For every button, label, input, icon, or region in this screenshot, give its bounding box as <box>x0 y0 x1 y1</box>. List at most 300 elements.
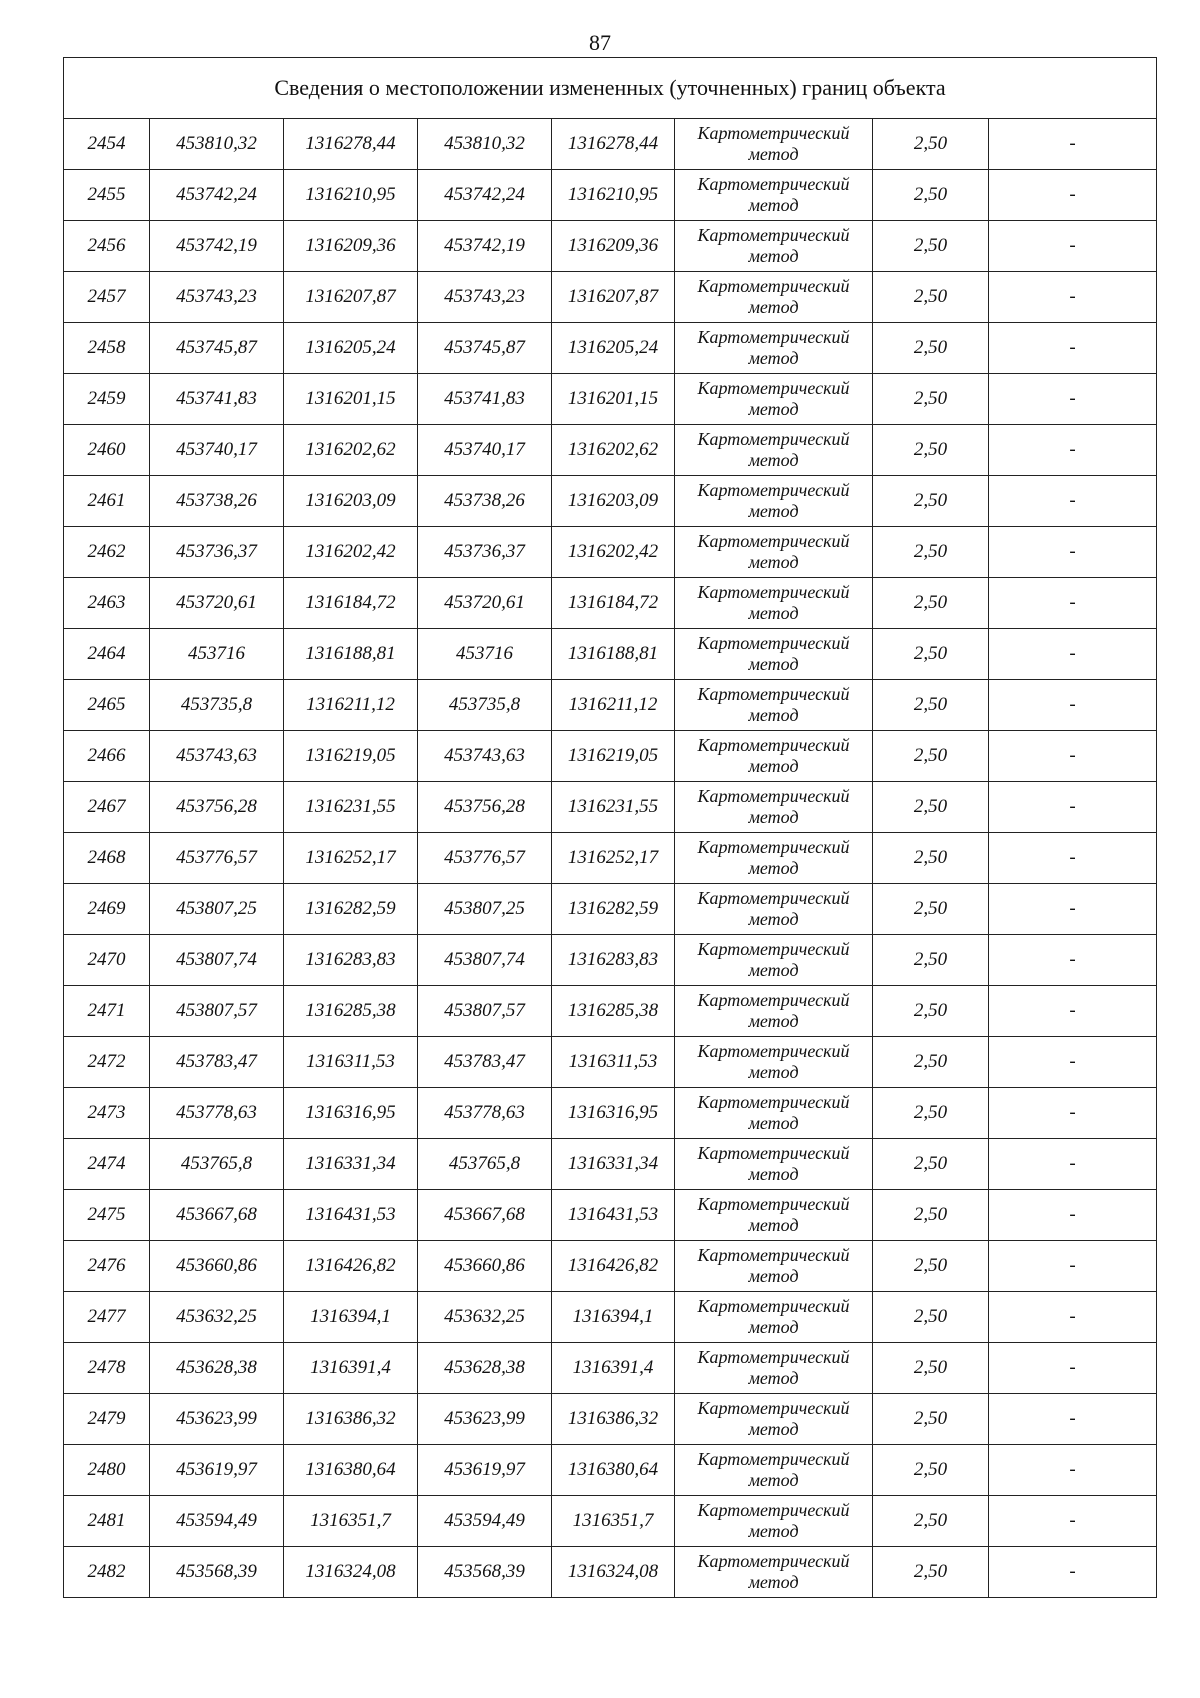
description-cell: - <box>989 1547 1157 1598</box>
table-row <box>64 1088 1157 1139</box>
method-line-2: метод <box>748 1368 799 1388</box>
y-new-cell: 1316205,24 <box>552 323 675 374</box>
x-existing-cell: 453628,38 <box>150 1343 284 1394</box>
method-line-2: метод <box>748 195 799 215</box>
y-existing-cell: 1316278,44 <box>284 119 418 170</box>
method-line-1: Картометрический <box>697 939 850 959</box>
y-new-cell: 1316311,53 <box>552 1037 675 1088</box>
method-cell <box>675 782 873 833</box>
y-existing-cell: 1316285,38 <box>284 986 418 1037</box>
point-number-cell: 2471 <box>64 986 150 1037</box>
y-existing-cell: 1316188,81 <box>284 629 418 680</box>
precision-cell: 2,50 <box>873 527 989 578</box>
x-new-cell: 453807,25 <box>418 884 552 935</box>
precision-cell: 2,50 <box>873 425 989 476</box>
x-existing-cell: 453735,8 <box>150 680 284 731</box>
method-cell <box>675 680 873 731</box>
precision-cell: 2,50 <box>873 1241 989 1292</box>
point-number-cell: 2470 <box>64 935 150 986</box>
point-number-cell: 2472 <box>64 1037 150 1088</box>
point-number-cell: 2480 <box>64 1445 150 1496</box>
method-line-1: Картометрический <box>697 225 850 245</box>
method-cell <box>675 986 873 1037</box>
method-line-1: Картометрический <box>697 888 850 908</box>
method-line-2: метод <box>748 603 799 623</box>
method-cell <box>675 1496 873 1547</box>
point-number-cell: 2465 <box>64 680 150 731</box>
y-existing-cell: 1316201,15 <box>284 374 418 425</box>
method-cell <box>675 629 873 680</box>
y-existing-cell: 1316311,53 <box>284 1037 418 1088</box>
x-existing-cell: 453660,86 <box>150 1241 284 1292</box>
y-existing-cell: 1316380,64 <box>284 1445 418 1496</box>
y-new-cell: 1316386,32 <box>552 1394 675 1445</box>
method-line-1: Картометрический <box>697 1041 850 1061</box>
method-cell <box>675 374 873 425</box>
y-new-cell: 1316278,44 <box>552 119 675 170</box>
y-existing-cell: 1316205,24 <box>284 323 418 374</box>
description-cell: - <box>989 680 1157 731</box>
y-existing-cell: 1316324,08 <box>284 1547 418 1598</box>
method-line-1: Картометрический <box>697 1551 850 1571</box>
method-cell <box>675 1292 873 1343</box>
point-number-cell: 2455 <box>64 170 150 221</box>
precision-cell: 2,50 <box>873 1088 989 1139</box>
x-new-cell: 453735,8 <box>418 680 552 731</box>
method-cell <box>675 1547 873 1598</box>
method-cell <box>675 119 873 170</box>
x-new-cell: 453736,37 <box>418 527 552 578</box>
description-cell: - <box>989 731 1157 782</box>
method-line-2: метод <box>748 348 799 368</box>
point-number-cell: 2466 <box>64 731 150 782</box>
method-line-2: метод <box>748 1113 799 1133</box>
precision-cell: 2,50 <box>873 1292 989 1343</box>
precision-cell: 2,50 <box>873 272 989 323</box>
point-number-cell: 2468 <box>64 833 150 884</box>
x-existing-cell: 453745,87 <box>150 323 284 374</box>
method-line-1: Картометрический <box>697 786 850 806</box>
y-new-cell: 1316219,05 <box>552 731 675 782</box>
method-line-2: метод <box>748 1317 799 1337</box>
precision-cell: 2,50 <box>873 1343 989 1394</box>
x-new-cell: 453810,32 <box>418 119 552 170</box>
method-line-1: Картометрический <box>697 1449 850 1469</box>
page-number: 87 <box>589 30 611 55</box>
table-row <box>64 527 1157 578</box>
description-cell: - <box>989 782 1157 833</box>
table-row <box>64 986 1157 1037</box>
x-new-cell: 453740,17 <box>418 425 552 476</box>
method-line-1: Картометрический <box>697 837 850 857</box>
precision-cell: 2,50 <box>873 476 989 527</box>
method-line-2: метод <box>748 807 799 827</box>
method-cell <box>675 272 873 323</box>
precision-cell: 2,50 <box>873 833 989 884</box>
x-new-cell: 453765,8 <box>418 1139 552 1190</box>
y-new-cell: 1316316,95 <box>552 1088 675 1139</box>
point-number-cell: 2478 <box>64 1343 150 1394</box>
table-row <box>64 1241 1157 1292</box>
x-new-cell: 453628,38 <box>418 1343 552 1394</box>
point-number-cell: 2467 <box>64 782 150 833</box>
method-cell <box>675 527 873 578</box>
table-row <box>64 1139 1157 1190</box>
x-new-cell: 453632,25 <box>418 1292 552 1343</box>
boundary-coordinates-table <box>63 57 1157 1598</box>
y-new-cell: 1316210,95 <box>552 170 675 221</box>
description-cell: - <box>989 935 1157 986</box>
x-new-cell: 453741,83 <box>418 374 552 425</box>
table-row <box>64 1445 1157 1496</box>
x-new-cell: 453594,49 <box>418 1496 552 1547</box>
method-line-2: метод <box>748 1011 799 1031</box>
x-existing-cell: 453807,57 <box>150 986 284 1037</box>
x-existing-cell: 453741,83 <box>150 374 284 425</box>
method-line-1: Картометрический <box>697 1092 850 1112</box>
method-cell <box>675 935 873 986</box>
y-existing-cell: 1316386,32 <box>284 1394 418 1445</box>
x-existing-cell: 453740,17 <box>150 425 284 476</box>
description-cell: - <box>989 986 1157 1037</box>
x-new-cell: 453738,26 <box>418 476 552 527</box>
y-existing-cell: 1316282,59 <box>284 884 418 935</box>
method-line-1: Картометрический <box>697 1296 850 1316</box>
precision-cell: 2,50 <box>873 680 989 731</box>
method-line-2: метод <box>748 1164 799 1184</box>
precision-cell: 2,50 <box>873 731 989 782</box>
x-existing-cell: 453776,57 <box>150 833 284 884</box>
y-existing-cell: 1316202,62 <box>284 425 418 476</box>
method-line-2: метод <box>748 501 799 521</box>
method-line-1: Картометрический <box>697 480 850 500</box>
method-line-2: метод <box>748 1062 799 1082</box>
x-new-cell: 453743,23 <box>418 272 552 323</box>
method-line-2: метод <box>748 450 799 470</box>
y-existing-cell: 1316316,95 <box>284 1088 418 1139</box>
precision-cell: 2,50 <box>873 1547 989 1598</box>
y-existing-cell: 1316219,05 <box>284 731 418 782</box>
method-line-2: метод <box>748 1266 799 1286</box>
method-line-2: метод <box>748 654 799 674</box>
point-number-cell: 2479 <box>64 1394 150 1445</box>
table-row <box>64 782 1157 833</box>
table-row <box>64 425 1157 476</box>
x-new-cell: 453660,86 <box>418 1241 552 1292</box>
x-existing-cell: 453742,24 <box>150 170 284 221</box>
y-new-cell: 1316209,36 <box>552 221 675 272</box>
description-cell: - <box>989 527 1157 578</box>
x-existing-cell: 453736,37 <box>150 527 284 578</box>
y-existing-cell: 1316210,95 <box>284 170 418 221</box>
x-existing-cell: 453667,68 <box>150 1190 284 1241</box>
method-cell <box>675 476 873 527</box>
y-new-cell: 1316394,1 <box>552 1292 675 1343</box>
x-existing-cell: 453743,23 <box>150 272 284 323</box>
x-new-cell: 453568,39 <box>418 1547 552 1598</box>
point-number-cell: 2458 <box>64 323 150 374</box>
x-new-cell: 453720,61 <box>418 578 552 629</box>
point-number-cell: 2460 <box>64 425 150 476</box>
method-line-1: Картометрический <box>697 378 850 398</box>
table-row <box>64 884 1157 935</box>
x-existing-cell: 453807,74 <box>150 935 284 986</box>
x-existing-cell: 453716 <box>150 629 284 680</box>
method-line-2: метод <box>748 297 799 317</box>
method-line-1: Картометрический <box>697 276 850 296</box>
method-cell <box>675 1037 873 1088</box>
table-row <box>64 221 1157 272</box>
method-cell <box>675 1088 873 1139</box>
x-existing-cell: 453783,47 <box>150 1037 284 1088</box>
method-cell <box>675 221 873 272</box>
description-cell: - <box>989 272 1157 323</box>
precision-cell: 2,50 <box>873 986 989 1037</box>
method-line-2: метод <box>748 858 799 878</box>
description-cell: - <box>989 221 1157 272</box>
description-cell: - <box>989 884 1157 935</box>
method-line-1: Картометрический <box>697 1347 850 1367</box>
description-cell: - <box>989 833 1157 884</box>
point-number-cell: 2457 <box>64 272 150 323</box>
method-line-2: метод <box>748 399 799 419</box>
point-number-cell: 2456 <box>64 221 150 272</box>
y-new-cell: 1316324,08 <box>552 1547 675 1598</box>
description-cell: - <box>989 629 1157 680</box>
y-existing-cell: 1316207,87 <box>284 272 418 323</box>
table-row <box>64 1547 1157 1598</box>
x-new-cell: 453776,57 <box>418 833 552 884</box>
y-new-cell: 1316231,55 <box>552 782 675 833</box>
method-cell <box>675 578 873 629</box>
description-cell: - <box>989 323 1157 374</box>
method-line-1: Картометрический <box>697 1398 850 1418</box>
table-row <box>64 1343 1157 1394</box>
table-row <box>64 374 1157 425</box>
method-line-2: метод <box>748 552 799 572</box>
y-new-cell: 1316282,59 <box>552 884 675 935</box>
x-existing-cell: 453738,26 <box>150 476 284 527</box>
y-existing-cell: 1316431,53 <box>284 1190 418 1241</box>
method-line-1: Картометрический <box>697 123 850 143</box>
x-new-cell: 453667,68 <box>418 1190 552 1241</box>
precision-cell: 2,50 <box>873 1139 989 1190</box>
method-line-2: метод <box>748 1521 799 1541</box>
x-existing-cell: 453632,25 <box>150 1292 284 1343</box>
method-line-2: метод <box>748 144 799 164</box>
y-existing-cell: 1316252,17 <box>284 833 418 884</box>
table-row <box>64 1292 1157 1343</box>
x-new-cell: 453716 <box>418 629 552 680</box>
table-row <box>64 272 1157 323</box>
description-cell: - <box>989 119 1157 170</box>
x-existing-cell: 453807,25 <box>150 884 284 935</box>
table-row <box>64 119 1157 170</box>
y-new-cell: 1316283,83 <box>552 935 675 986</box>
precision-cell: 2,50 <box>873 1445 989 1496</box>
y-existing-cell: 1316211,12 <box>284 680 418 731</box>
method-line-2: метод <box>748 246 799 266</box>
description-cell: - <box>989 170 1157 221</box>
description-cell: - <box>989 374 1157 425</box>
y-new-cell: 1316431,53 <box>552 1190 675 1241</box>
y-new-cell: 1316331,34 <box>552 1139 675 1190</box>
point-number-cell: 2459 <box>64 374 150 425</box>
table-row <box>64 731 1157 782</box>
y-existing-cell: 1316203,09 <box>284 476 418 527</box>
table-row <box>64 935 1157 986</box>
y-existing-cell: 1316231,55 <box>284 782 418 833</box>
description-cell: - <box>989 1343 1157 1394</box>
table-row <box>64 323 1157 374</box>
description-cell: - <box>989 1292 1157 1343</box>
table-row <box>64 578 1157 629</box>
method-line-1: Картометрический <box>697 633 850 653</box>
precision-cell: 2,50 <box>873 221 989 272</box>
x-existing-cell: 453778,63 <box>150 1088 284 1139</box>
x-new-cell: 453783,47 <box>418 1037 552 1088</box>
x-existing-cell: 453619,97 <box>150 1445 284 1496</box>
method-line-1: Картометрический <box>697 684 850 704</box>
y-existing-cell: 1316202,42 <box>284 527 418 578</box>
y-existing-cell: 1316391,4 <box>284 1343 418 1394</box>
x-existing-cell: 453810,32 <box>150 119 284 170</box>
description-cell: - <box>989 1445 1157 1496</box>
method-cell <box>675 170 873 221</box>
y-existing-cell: 1316394,1 <box>284 1292 418 1343</box>
description-cell: - <box>989 1190 1157 1241</box>
precision-cell: 2,50 <box>873 1496 989 1547</box>
x-new-cell: 453742,24 <box>418 170 552 221</box>
method-line-1: Картометрический <box>697 429 850 449</box>
table-row <box>64 1037 1157 1088</box>
y-new-cell: 1316203,09 <box>552 476 675 527</box>
precision-cell: 2,50 <box>873 119 989 170</box>
y-new-cell: 1316426,82 <box>552 1241 675 1292</box>
method-line-2: метод <box>748 756 799 776</box>
description-cell: - <box>989 1037 1157 1088</box>
table-row <box>64 1190 1157 1241</box>
precision-cell: 2,50 <box>873 782 989 833</box>
method-line-1: Картометрический <box>697 735 850 755</box>
table-title: Сведения о местоположении измененных (уточненных) границ объекта <box>64 58 1157 119</box>
precision-cell: 2,50 <box>873 374 989 425</box>
y-new-cell: 1316201,15 <box>552 374 675 425</box>
x-new-cell: 453619,97 <box>418 1445 552 1496</box>
point-number-cell: 2476 <box>64 1241 150 1292</box>
method-cell <box>675 425 873 476</box>
table-row <box>64 170 1157 221</box>
description-cell: - <box>989 1139 1157 1190</box>
method-line-1: Картометрический <box>697 1245 850 1265</box>
precision-cell: 2,50 <box>873 1037 989 1088</box>
y-existing-cell: 1316331,34 <box>284 1139 418 1190</box>
method-line-1: Картометрический <box>697 1500 850 1520</box>
x-existing-cell: 453742,19 <box>150 221 284 272</box>
method-cell <box>675 1139 873 1190</box>
table-title-row <box>64 58 1157 119</box>
y-new-cell: 1316202,42 <box>552 527 675 578</box>
x-new-cell: 453623,99 <box>418 1394 552 1445</box>
y-new-cell: 1316285,38 <box>552 986 675 1037</box>
method-line-2: метод <box>748 909 799 929</box>
description-cell: - <box>989 1496 1157 1547</box>
method-line-2: метод <box>748 1419 799 1439</box>
x-existing-cell: 453594,49 <box>150 1496 284 1547</box>
method-line-2: метод <box>748 1572 799 1592</box>
x-new-cell: 453807,57 <box>418 986 552 1037</box>
method-cell <box>675 1445 873 1496</box>
method-cell <box>675 1241 873 1292</box>
method-line-1: Картометрический <box>697 990 850 1010</box>
y-new-cell: 1316252,17 <box>552 833 675 884</box>
x-existing-cell: 453765,8 <box>150 1139 284 1190</box>
point-number-cell: 2481 <box>64 1496 150 1547</box>
point-number-cell: 2473 <box>64 1088 150 1139</box>
method-line-1: Картометрический <box>697 327 850 347</box>
point-number-cell: 2477 <box>64 1292 150 1343</box>
method-line-1: Картометрический <box>697 1143 850 1163</box>
description-cell: - <box>989 1088 1157 1139</box>
point-number-cell: 2482 <box>64 1547 150 1598</box>
y-existing-cell: 1316184,72 <box>284 578 418 629</box>
point-number-cell: 2454 <box>64 119 150 170</box>
precision-cell: 2,50 <box>873 578 989 629</box>
table-row <box>64 1394 1157 1445</box>
precision-cell: 2,50 <box>873 884 989 935</box>
method-cell <box>675 323 873 374</box>
y-new-cell: 1316184,72 <box>552 578 675 629</box>
method-line-1: Картометрический <box>697 531 850 551</box>
x-new-cell: 453742,19 <box>418 221 552 272</box>
precision-cell: 2,50 <box>873 629 989 680</box>
table-row <box>64 476 1157 527</box>
y-new-cell: 1316188,81 <box>552 629 675 680</box>
method-line-1: Картометрический <box>697 1194 850 1214</box>
y-new-cell: 1316211,12 <box>552 680 675 731</box>
precision-cell: 2,50 <box>873 170 989 221</box>
description-cell: - <box>989 1241 1157 1292</box>
x-new-cell: 453743,63 <box>418 731 552 782</box>
y-new-cell: 1316207,87 <box>552 272 675 323</box>
precision-cell: 2,50 <box>873 323 989 374</box>
x-new-cell: 453745,87 <box>418 323 552 374</box>
x-existing-cell: 453568,39 <box>150 1547 284 1598</box>
method-line-2: метод <box>748 960 799 980</box>
precision-cell: 2,50 <box>873 1190 989 1241</box>
method-cell <box>675 1190 873 1241</box>
method-line-2: метод <box>748 705 799 725</box>
x-existing-cell: 453623,99 <box>150 1394 284 1445</box>
method-line-2: метод <box>748 1470 799 1490</box>
method-cell <box>675 1343 873 1394</box>
method-line-1: Картометрический <box>697 582 850 602</box>
description-cell: - <box>989 425 1157 476</box>
table-row <box>64 680 1157 731</box>
point-number-cell: 2475 <box>64 1190 150 1241</box>
description-cell: - <box>989 476 1157 527</box>
x-new-cell: 453778,63 <box>418 1088 552 1139</box>
x-existing-cell: 453720,61 <box>150 578 284 629</box>
method-line-1: Картометрический <box>697 174 850 194</box>
precision-cell: 2,50 <box>873 935 989 986</box>
method-cell <box>675 833 873 884</box>
y-existing-cell: 1316283,83 <box>284 935 418 986</box>
description-cell: - <box>989 1394 1157 1445</box>
point-number-cell: 2461 <box>64 476 150 527</box>
method-cell <box>675 1394 873 1445</box>
y-new-cell: 1316380,64 <box>552 1445 675 1496</box>
